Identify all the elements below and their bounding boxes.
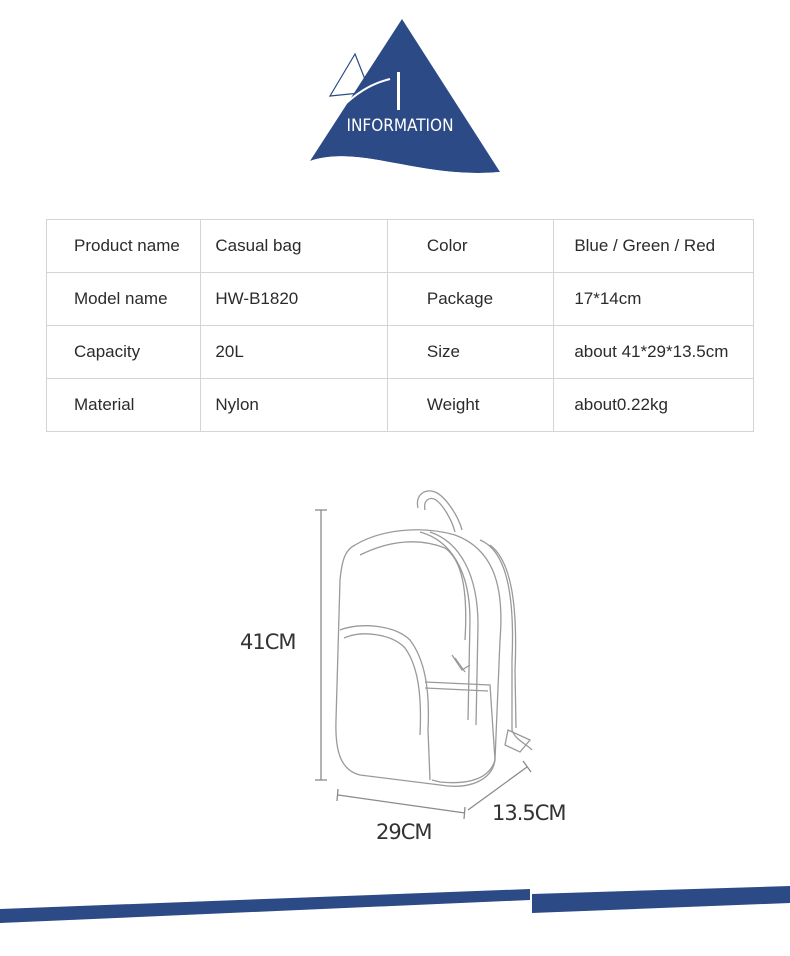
table-cell: Package [387,273,553,326]
table-cell: Product name [47,220,201,273]
table-cell: Weight [387,379,553,432]
table-cell: Nylon [201,379,387,432]
spec-table [46,219,754,432]
table-cell: HW-B1820 [201,273,387,326]
table-cell: about 41*29*13.5cm [554,326,754,379]
table-cell: Capacity [47,326,201,379]
table-cell: Size [387,326,553,379]
table-cell: Material [47,379,201,432]
triangle-wave-icon [300,14,510,184]
page-title: INFORMATION [346,116,454,136]
table-cell: 17*14cm [554,273,754,326]
table-row [47,326,754,379]
table-cell: 20L [201,326,387,379]
table-cell: Color [387,220,553,273]
table-cell: about0.22kg [554,379,754,432]
backpack-diagram [0,460,790,880]
table-cell: Model name [47,273,201,326]
width-label: 29CM [376,820,432,844]
table-cell: Blue / Green / Red [554,220,754,273]
table-row [47,379,754,432]
footer-stripe [0,880,790,930]
table-row [47,220,754,273]
table-row [47,273,754,326]
information-logo [300,14,510,184]
table-cell: Casual bag [201,220,387,273]
height-label: 41CM [240,630,296,654]
depth-label: 13.5CM [492,801,566,825]
backpack-icon [336,491,532,786]
